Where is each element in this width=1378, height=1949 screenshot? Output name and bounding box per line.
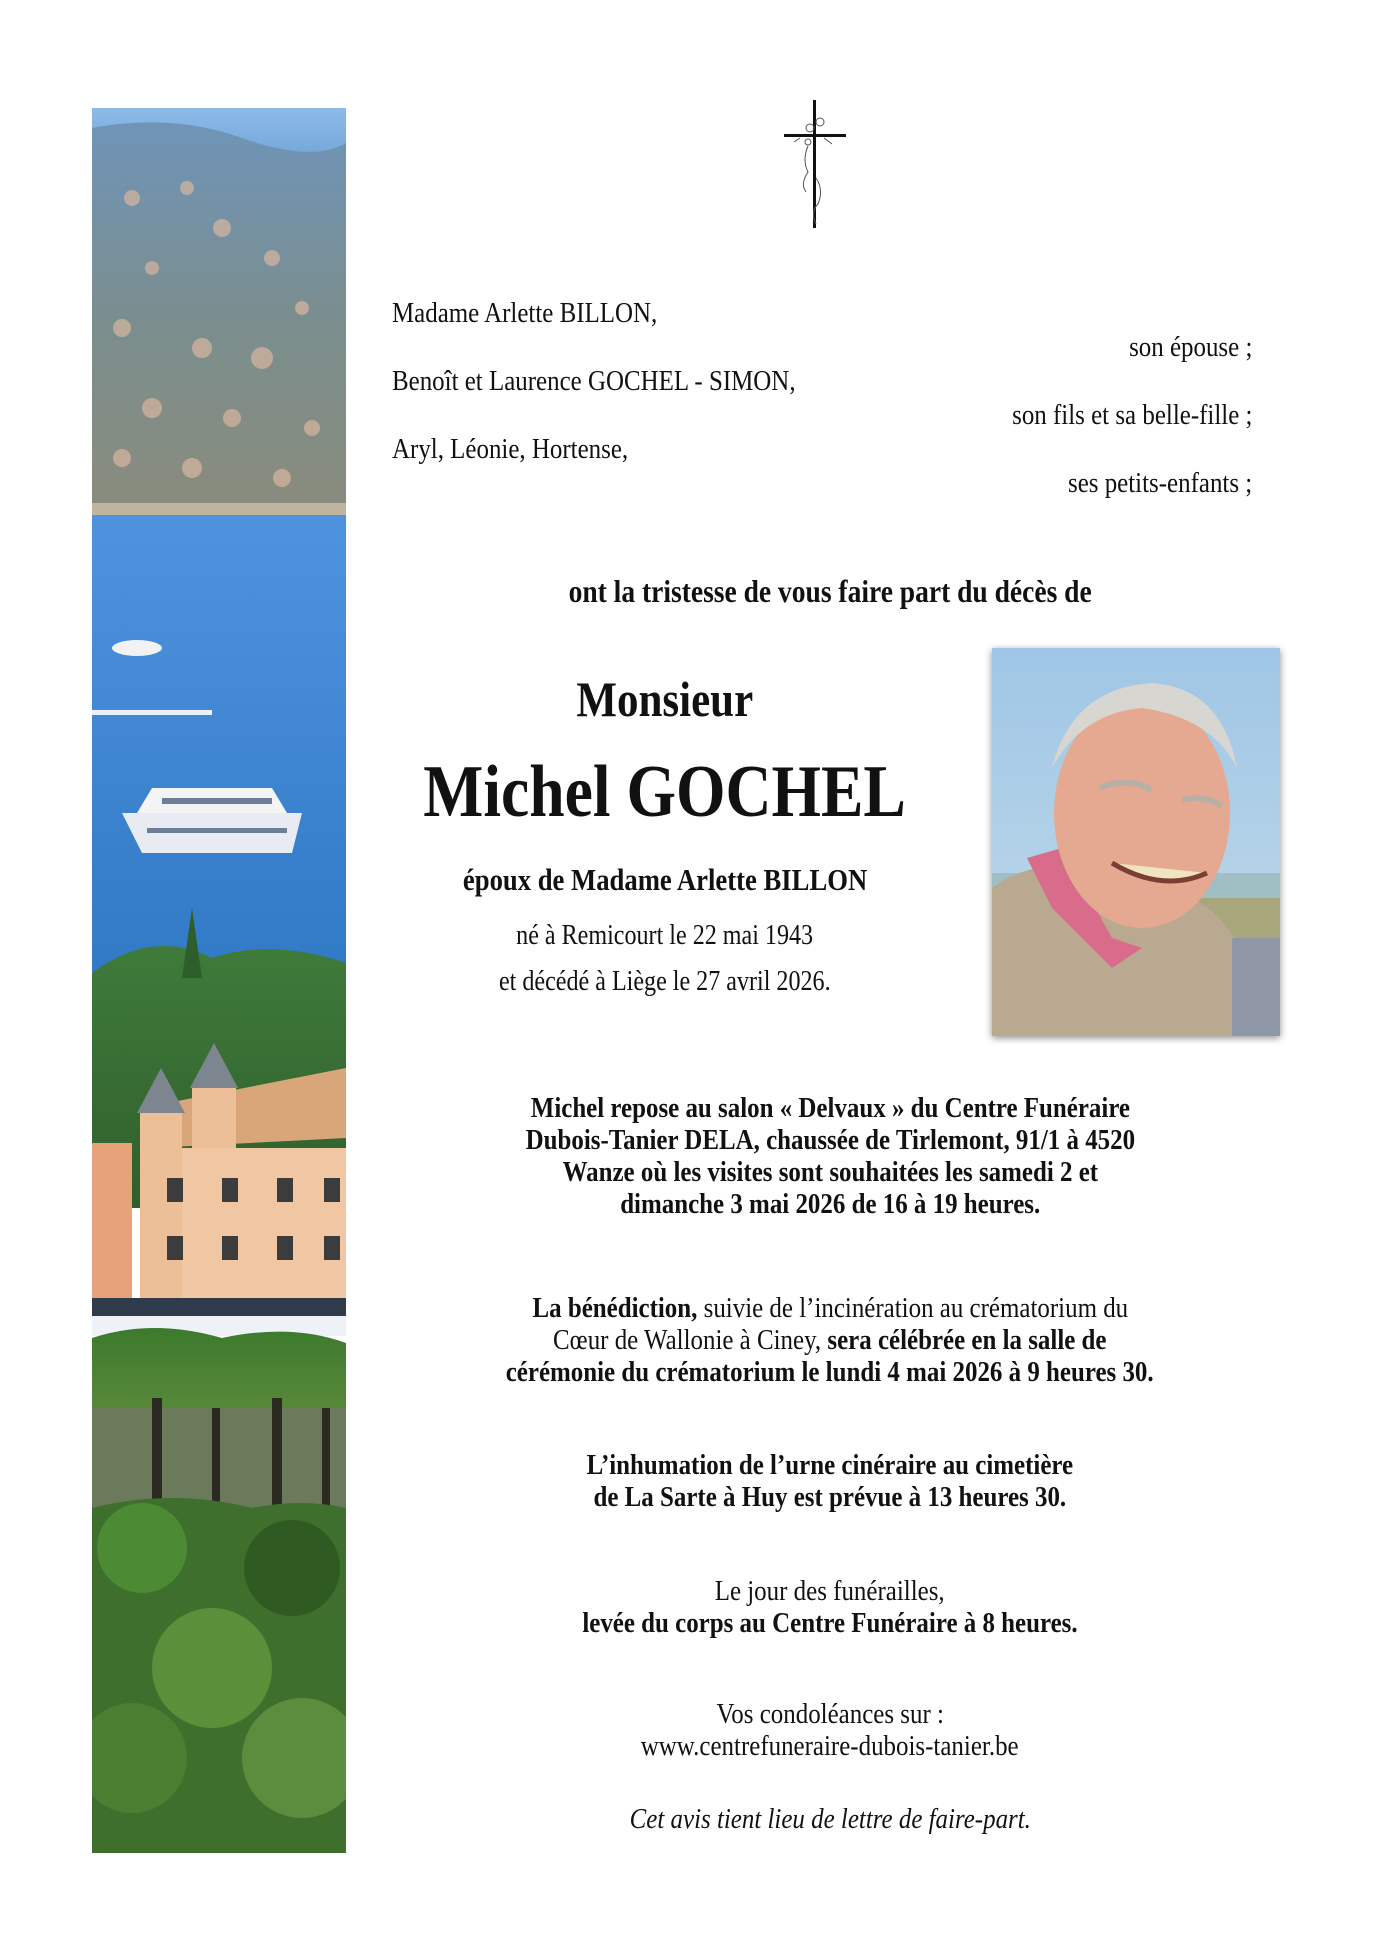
ceremony-regular-text: suivie de l’incinération au crématorium du — [697, 1292, 1128, 1324]
family-member-name: Benoît et Laurence GOCHEL - SIMON, — [392, 365, 796, 397]
landscape-image-strip — [92, 108, 346, 1853]
visitation-line: dimanche 3 mai 2026 de 16 à 19 heures. — [619, 1188, 1041, 1220]
visitation-line: Michel repose au salon « Delvaux » du Centre Funéraire — [530, 1092, 1130, 1124]
visitation-line: Dubois-Tanier DELA, chaussée de Tirlemont, 91/1 à 4520 — [525, 1124, 1135, 1156]
funeral-day-line: levée du corps au Centre Funéraire à 8 heures. — [582, 1607, 1078, 1639]
ceremony-paragraph — [370, 1292, 1290, 1388]
announcement-text: ont la tristesse de vous faire part du décès de — [568, 573, 1092, 609]
ceremony-bold-text: La bénédiction, — [532, 1292, 698, 1324]
burial-line: de La Sarte à Huy est prévue à 13 heures 30. — [593, 1481, 1067, 1513]
deceased-death-line: et décédé à Liège le 27 avril 2026. — [499, 966, 831, 997]
burial-line: L’inhumation de l’urne cinéraire au cimetière — [586, 1449, 1074, 1481]
family-member-relation: ses petits-enfants ; — [1067, 467, 1252, 499]
family-member-name: Madame Arlette BILLON, — [392, 297, 658, 329]
footer-note: Cet avis tient lieu de lettre de faire-part. — [629, 1803, 1031, 1835]
ceremony-bold-text: sera célébrée en la salle de — [827, 1324, 1107, 1356]
family-member-relation: son fils et sa belle-fille ; — [1011, 399, 1252, 431]
funeral-day-line: Le jour des funérailles, — [715, 1575, 945, 1607]
cross-with-vine-icon — [780, 100, 850, 230]
ceremony-regular-text: Cœur de Wallonie à Ciney, — [553, 1324, 828, 1356]
ceremony-line — [370, 1324, 1290, 1356]
visitation-line: Wanze où les visites sont souhaitées les samedi 2 et — [562, 1156, 1098, 1188]
family-member-relation: son épouse ; — [1128, 331, 1252, 363]
deceased-name: Michel GOCHEL — [423, 751, 907, 833]
visitation-paragraph — [370, 1092, 1290, 1220]
funeral-day-paragraph — [370, 1575, 1290, 1639]
landscape-illustration — [92, 108, 346, 1853]
ceremony-bold-text: cérémonie du crématorium le lundi 4 mai 2026 à 9 heures 30. — [506, 1356, 1154, 1388]
condolences-label: Vos condoléances sur : — [716, 1698, 944, 1730]
family-member-name: Aryl, Léonie, Hortense, — [392, 433, 629, 465]
condolences-url-link[interactable]: www.centrefuneraire-dubois-tanier.be — [641, 1730, 1019, 1762]
ceremony-line — [370, 1356, 1290, 1388]
deceased-spouse-line: époux de Madame Arlette BILLON — [462, 862, 868, 897]
deceased-title: Monsieur — [576, 671, 754, 727]
ceremony-line — [370, 1292, 1290, 1324]
burial-paragraph — [370, 1449, 1290, 1513]
deceased-birth-line: né à Remicourt le 22 mai 1943 — [516, 920, 814, 951]
deceased-portrait-photo — [992, 648, 1280, 1036]
condolences-paragraph — [370, 1698, 1290, 1762]
